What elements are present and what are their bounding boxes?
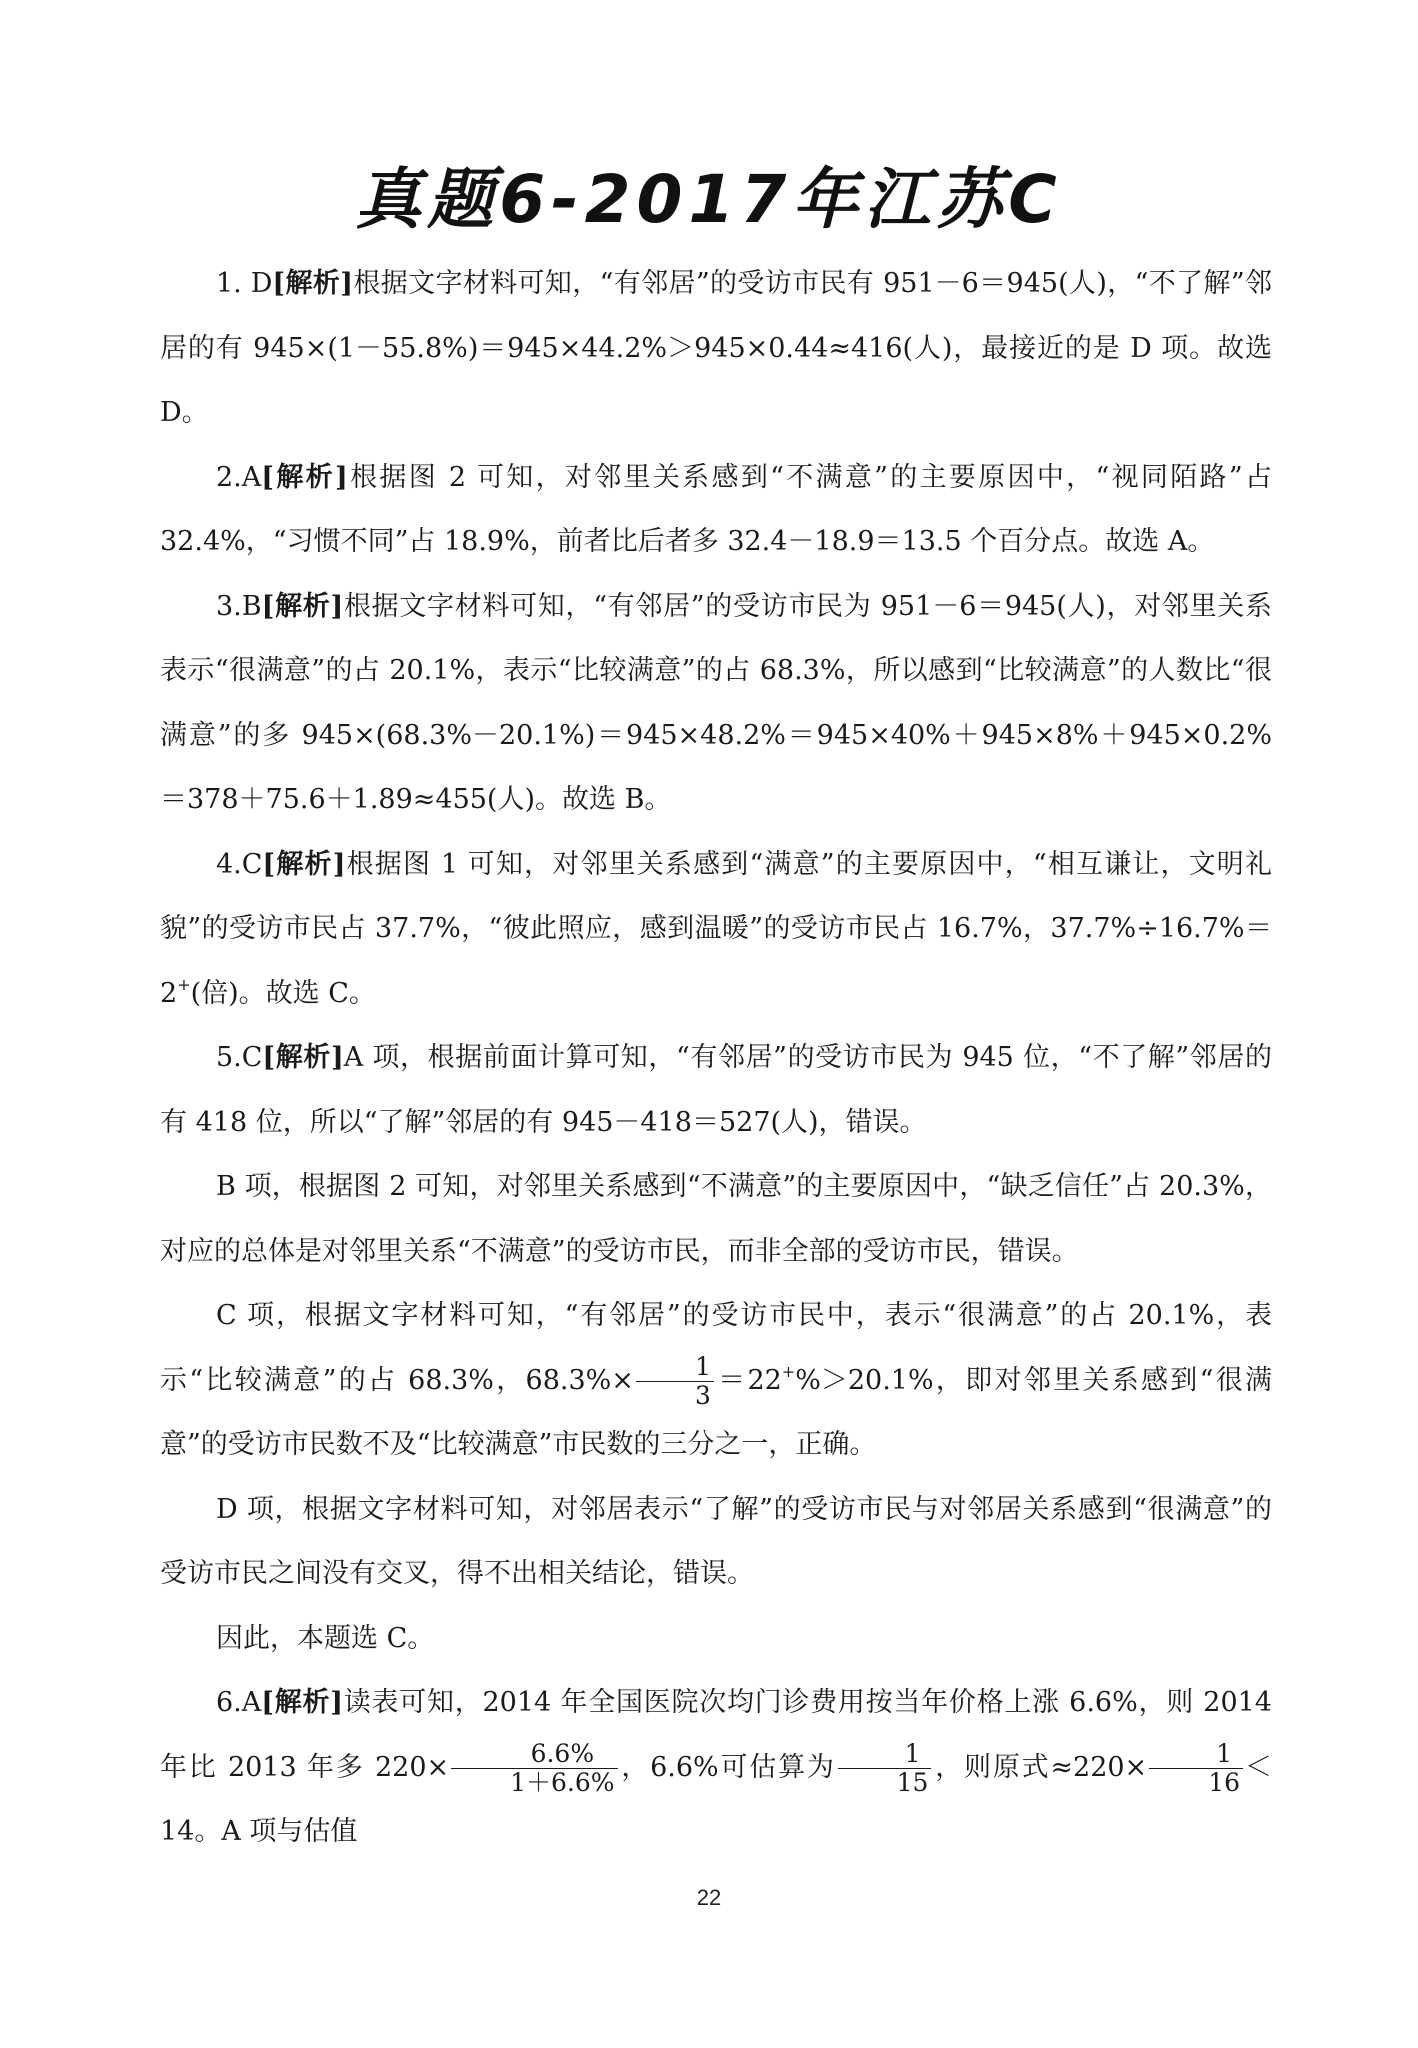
fraction-one-fifteenth: [838, 1740, 932, 1797]
answer-1: [160, 252, 1272, 446]
analysis-tag: [解析]: [261, 590, 344, 622]
analysis-tag: [解析]: [262, 848, 346, 880]
answer-5-conclusion: 因此，本题选 C。: [216, 1622, 435, 1654]
analysis-tag: [解析]: [272, 268, 353, 299]
fraction-denominator: 1＋6.6%: [510, 1767, 615, 1797]
fraction-numerator: 1: [838, 1740, 932, 1769]
page-title: 真题6-2017年江苏C: [355, 161, 1063, 238]
answer-4-text-end: (倍)。故选 C。: [190, 977, 376, 1009]
answer-5-option-d: D 项，根据文字材料可知，对邻居表示“了解”的受访市民与对邻居关系感到“很满意”的受访市民之间没有交叉，得不出相关结论，错误。: [160, 1493, 1272, 1589]
answer-5-number: 5.C: [216, 1042, 263, 1073]
fraction-denominator: 16: [1208, 1767, 1240, 1797]
answer-4-number: 4.C: [216, 848, 263, 880]
fraction-one-sixteenth: [1149, 1740, 1243, 1797]
answer-5-option-a: A 项，根据前面计算可知，“有邻居”的受访市民为 945 位，“不了解”邻居的有 418 位，所以“了解”邻居的有 945－418＝527(人)，错误。: [160, 1042, 1272, 1138]
answer-5-option-c: [160, 1284, 1272, 1478]
answer-1-number: 1. D: [216, 268, 273, 299]
analysis-tag: [解析]: [262, 1042, 344, 1073]
answer-2: [160, 446, 1272, 575]
answer-6-text-2: ，6.6%可估算为: [619, 1751, 836, 1783]
answer-4-text: 根据图 1 可知，对邻里关系感到“满意”的主要原因中，“相互谦让，文明礼貌”的受访市民占 37.7%，“彼此照应，感到温暖”的受访市民占 16.7%，37.7%÷16.7%＝2: [160, 848, 1272, 1009]
fraction-denominator: 3: [694, 1380, 711, 1410]
fraction-denominator: 15: [896, 1767, 929, 1797]
page-number: 22: [696, 1885, 722, 1910]
superscript-plus: +: [781, 1361, 796, 1381]
answer-6-text-4: ＜14。A 项与估值: [160, 1751, 1272, 1847]
fraction-numerator: 1: [1149, 1740, 1243, 1769]
fraction-growth-rate: [451, 1740, 617, 1797]
fraction-one-third: [636, 1353, 714, 1410]
answer-6: [160, 1671, 1272, 1865]
answer-3: [160, 575, 1272, 833]
answer-3-number: 3.B: [216, 590, 262, 622]
answer-5: [160, 1026, 1272, 1155]
answer-content: [160, 252, 1272, 1865]
option-c-text-mid: ＝22: [715, 1364, 782, 1396]
answer-2-number: 2.A: [216, 461, 262, 493]
answer-6-text-3: ，则原式≈220×: [933, 1751, 1148, 1783]
answer-6-text: 读表可知，2014 年全国医院次均门诊费用按当年价格上涨 6.6%，则 2014 年比 2013 年多 220×: [160, 1687, 1272, 1783]
answer-1-text: 根据文字材料可知，“有邻居”的受访市民有 951－6＝945(人)，“不了解”邻居的有 945×(1－55.8%)＝945×44.2%＞945×0.44≈416(人)，最接近的是 D 项。故选 D。: [160, 268, 1272, 428]
answer-5-option-b: B 项，根据图 2 可知，对邻里关系感到“不满意”的主要原因中，“缺乏信任”占 20.3%，对应的总体是对邻里关系“不满意”的受访市民，而非全部的受访市民，错误。: [160, 1171, 1272, 1267]
analysis-tag: [解析]: [261, 1687, 344, 1718]
answer-4: [160, 833, 1272, 1027]
analysis-tag: [解析]: [261, 461, 348, 493]
superscript-plus: +: [177, 974, 191, 994]
fraction-numerator: 6.6%: [451, 1740, 617, 1769]
option-c-text-end: %＞20.1%，即对邻里关系感到“很满意”的受访市民数不及“比较满意”市民数的三分之一，正确。: [160, 1364, 1273, 1460]
answer-6-number: 6.A: [216, 1687, 262, 1718]
answer-3-text: 根据文字材料可知，“有邻居”的受访市民为 951－6＝945(人)，对邻里关系表示“很满意”的占 20.1%，表示“比较满意”的占 68.3%，所以感到“比较满意”的人数比“很满意”的多 945×(68.3%－20.1%)＝945×48.2%＝945×40%＋945×8%＋945×0.2%＝378＋75.6＋1.89≈455(人)。故选 B。: [160, 590, 1272, 815]
answer-2-text: 根据图 2 可知，对邻里关系感到“不满意”的主要原因中，“视同陌路”占 32.4%，“习惯不同”占 18.9%，前者比后者多 32.4－18.9＝13.5 个百分点。故选 A。: [160, 461, 1272, 557]
option-c-text: C 项，根据文字材料可知，“有邻居”的受访市民中，表示“很满意”的占 20.1%，表示“比较满意”的占 68.3%，68.3%×: [160, 1300, 1272, 1396]
fraction-numerator: 1: [636, 1353, 714, 1382]
